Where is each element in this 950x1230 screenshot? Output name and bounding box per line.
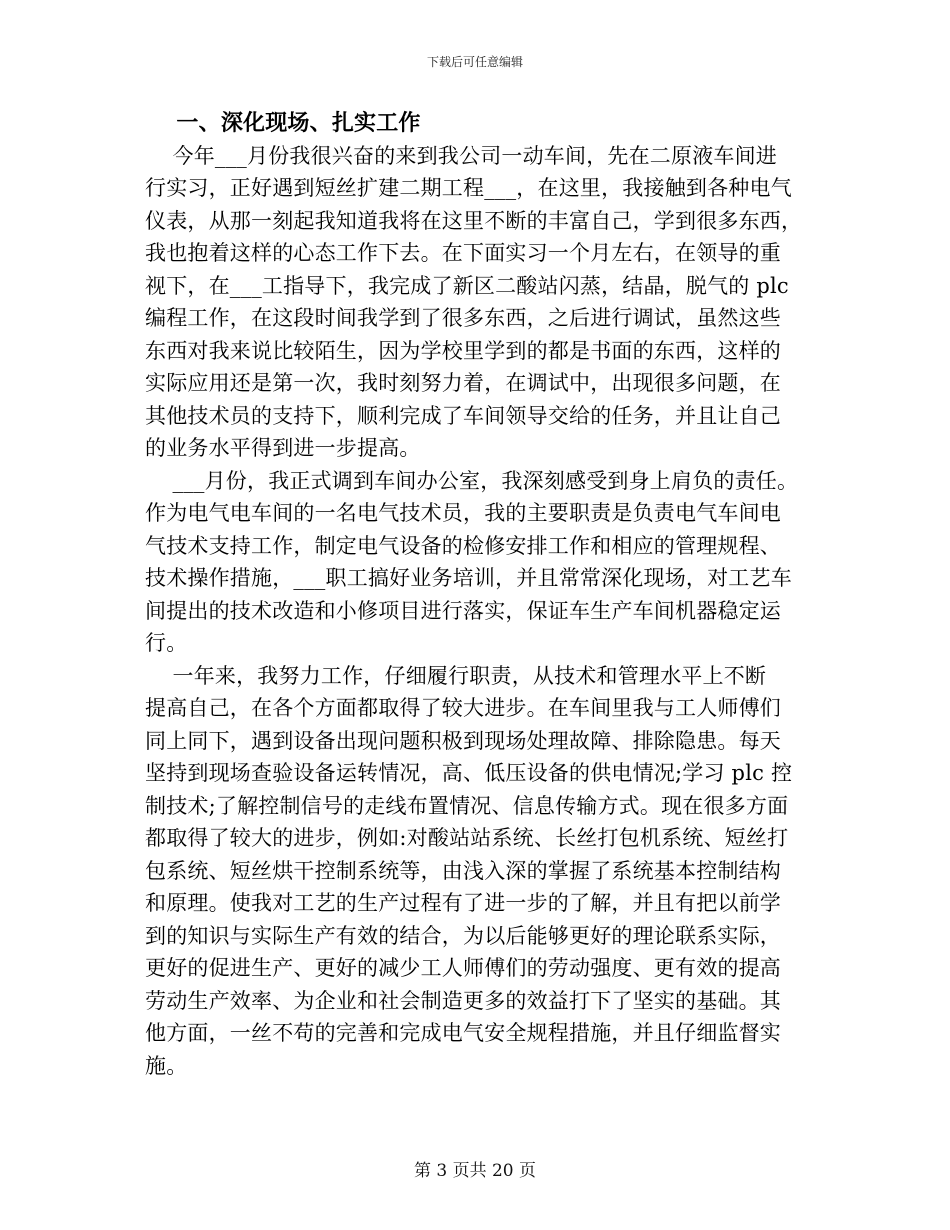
paragraph-line: 包系统、短丝烘干控制系统等，由浅入深的掌握了系统基本控制结构 (145, 858, 781, 883)
paragraph-line: 行实习，正好遇到短丝扩建二期工程___，在这里，我接触到各种电气 (145, 176, 792, 200)
paragraph-line: 到的知识与实际生产有效的结合，为以后能够更好的理论联系实际， (145, 923, 781, 948)
paragraph-line: 视下，在___工指导下，我完成了新区二酸站闪蒸，结晶，脱气的 plc (145, 273, 789, 298)
paragraph-line: 一年来，我努力工作，仔细履行职责，从技术和管理水平上不断 (145, 663, 767, 688)
paragraph-line: 作为电气电车间的一名电气技术员，我的主要职责是负责电气车间电 (145, 501, 781, 525)
document-body (145, 107, 805, 1082)
paragraph-line: 我也抱着这样的心态工作下去。在下面实习一个月左右，在领导的重 (145, 241, 781, 265)
paragraph-line: 坚持到现场查验设备运转情况，高、低压设备的供电情况;学习 plc 控 (145, 761, 793, 785)
paragraph-line: 制技术;了解控制信号的走线布置情况、信息传输方式。现在很多方面 (145, 793, 789, 818)
paragraph-line: 间提出的技术改造和小修项目进行落实，保证车生产车间机器稳定运 (145, 598, 781, 623)
paragraph-line: 都取得了较大的进步，例如:对酸站站系统、长丝打包机系统、短丝打 (145, 826, 789, 850)
paragraph-line: ___月份，我正式调到车间办公室，我深刻感受到身上肩负的责任。 (145, 468, 799, 493)
paragraph-line: 施。 (145, 1053, 188, 1078)
paragraph-line: 他方面，一丝不苟的完善和完成电气安全规程措施，并且仔细监督实 (145, 1021, 781, 1045)
header-note: 下载后可任意编辑 (426, 55, 523, 69)
section-heading: 一、深化现场、扎实工作 (145, 110, 421, 136)
paragraph-line: 气技术支持工作，制定电气设备的检修安排工作和相应的管理规程、 (145, 533, 781, 558)
paragraph-line: 行。 (145, 631, 188, 655)
paragraph-line: 劳动生产效率、为企业和社会制造更多的效益打下了坚实的基础。其 (145, 988, 781, 1013)
paragraph-line: 东西对我来说比较陌生，因为学校里学到的都是书面的东西，这样的 (145, 338, 781, 363)
paragraph-line: 同上同下，遇到设备出现问题积极到现场处理故障、排除隐患。每天 (145, 728, 781, 753)
paragraph-line: 更好的促进生产、更好的减少工人师傅们的劳动强度、更有效的提高 (145, 956, 781, 980)
paragraph-line: 实际应用还是第一次，我时刻努力着，在调试中，出现很多问题，在 (145, 371, 781, 395)
paragraph-line: 今年___月份我很兴奋的来到我公司一动车间，先在二原液车间进 (145, 143, 777, 168)
paragraph-line: 提高自己，在各个方面都取得了较大进步。在车间里我与工人师傅们 (145, 696, 781, 720)
paragraph-line: 其他技术员的支持下，顺利完成了车间领导交给的任务，并且让自己 (145, 403, 781, 428)
paragraph-line: 仪表，从那一刻起我知道我将在这里不断的丰富自己，学到很多东西， (145, 208, 803, 233)
paragraph-line: 编程工作，在这段时间我学到了很多东西，之后进行调试，虽然这些 (145, 306, 781, 330)
paragraph-line: 和原理。使我对工艺的生产过程有了进一步的了解，并且有把以前学 (145, 891, 781, 915)
paragraph-line: 技术操作措施，___职工搞好业务培训，并且常常深化现场，对工艺车 (145, 566, 792, 590)
page-number-footer: 第 3 页共 20 页 (413, 1161, 537, 1181)
paragraph-line: 的业务水平得到进一步提高。 (145, 436, 421, 460)
